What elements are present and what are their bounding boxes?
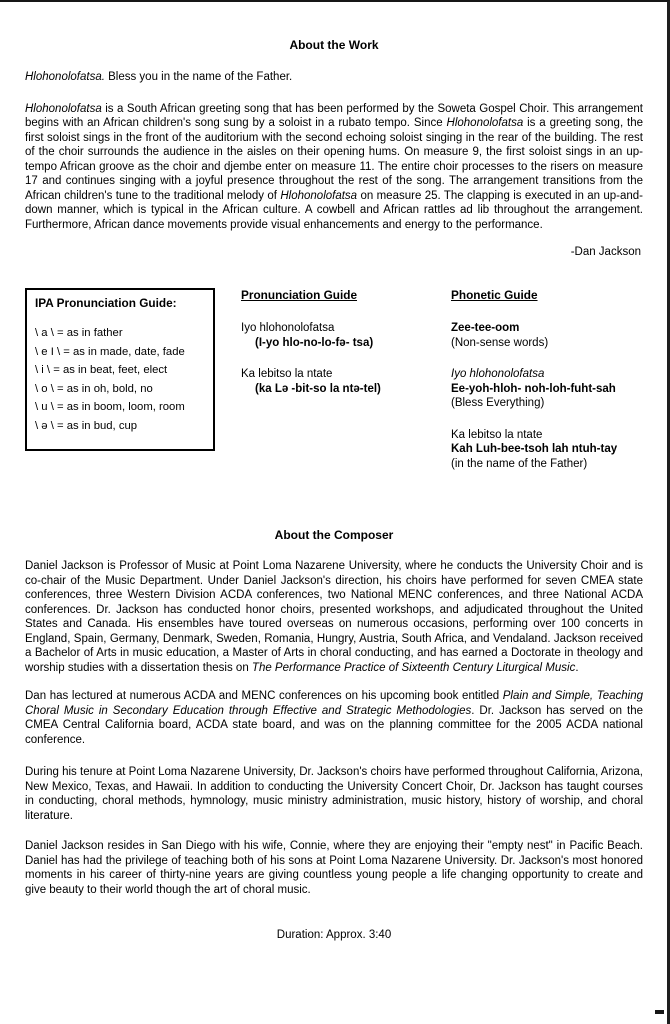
ipa-guide-line: \ i \ = as in beat, feet, elect	[35, 364, 168, 376]
pronunciation-entry	[241, 367, 427, 396]
phonetic-block	[451, 367, 643, 411]
about-work-intro: Hlohonolofatsa. Bless you in the name of the Father.	[25, 71, 293, 83]
ipa-guide-line: \ a \ = as in father	[35, 327, 123, 339]
composer-paragraph: During his tenure at Point Loma Nazarene University, Dr. Jackson's choirs have performed throughout California, Arizona, New Mexico, Texas, and Hawaii. In addition to conducting the University Concert Choir, Dr. Jackson has taught courses in conducting, choral methods, hymnology, music ministry administration, music history, history of worship, and choral literature.	[25, 766, 643, 822]
phonetic-note: (Non-sense words)	[451, 336, 549, 349]
phonetic-text: Ee-yoh-hloh- noh-loh-fuht-sah	[451, 382, 616, 395]
composer-paragraph: Daniel Jackson is Professor of Music at Point Loma Nazarene University, where he conducts the University Choir and is co-chair of the Music Department. Under Daniel Jackson's direction, his choirs have performed for seven CMEA state conferences, three Western Division ACDA conferences, two National MENC conferences, and three National ACDA conferences. Dr. Jackson has conducted honor choirs, presented workshops, and adjudicated throughout the United States and Canada. His ensembles have toured overseas on numerous occasions, performing over 100 concerts in England, Spain, Germany, Denmark, Sweden, Romania, Hungry, Austria, South Africa, and Vendaland. Jackson received a Bachelor of Arts in music education, a Master of Arts in choral conducting, and has earned a Doctorate in theology and worship studies with a dissertation thesis on The Performance Practice of Sixteenth Century Liturgical Music.	[25, 560, 643, 674]
phonetic-text: Zee-tee-oom	[451, 322, 520, 334]
pronunciation-guide-column	[241, 288, 427, 413]
pronunciation-guide-title: Pronunciation Guide	[241, 288, 358, 302]
ipa-guide-line: \ u \ = as in boom, loom, room	[35, 401, 185, 413]
composer-paragraph: Daniel Jackson resides in San Diego with his wife, Connie, where they are enjoying their "empty nest" in Pacific Beach. Daniel has had the privilege of teaching both of his sons at Point Loma Nazarene University. Dr. Jackson's most honored moments in his career of thirty-nine years are giving countless young people a life changing opportunity to create and give beauty to their world though the art of choral music.	[25, 840, 643, 896]
phrase-pronunciation: (ka Lə -bit-so la ntə-tel)	[255, 382, 381, 395]
about-work-title: About the Work	[289, 38, 379, 52]
phrase-text: Ka lebitso la ntate	[241, 368, 333, 380]
composer-paragraph: Dan has lectured at numerous ACDA and MENC conferences on his upcoming book entitled Plain and Simple, Teaching Choral Music in Secondary Education through Effective and Strategic Methodologies. Dr. Jackson has served on the CMEA Central California board, ACDA state board, and was on the planning committee for the 2005 ACDA national conference.	[25, 690, 643, 746]
phonetic-guide-title: Phonetic Guide	[451, 288, 538, 302]
phonetic-note: (in the name of the Father)	[451, 457, 588, 470]
about-composer-title: About the Composer	[274, 528, 394, 542]
ipa-guide-box	[25, 288, 215, 451]
ipa-guide-line: \ o \ = as in oh, bold, no	[35, 382, 153, 395]
phrase-text: Iyo hlohonolofatsa	[241, 322, 335, 334]
phonetic-block	[451, 428, 643, 472]
ipa-guide-line: \ e I \ = as in made, date, fade	[35, 345, 185, 358]
phonetic-block	[451, 321, 643, 350]
phonetic-guide-column	[451, 288, 643, 488]
phrase-text: Iyo hlohonolofatsa	[451, 368, 545, 380]
phonetic-text: Kah Luh-bee-tsoh lah ntuh-tay	[451, 443, 618, 455]
pronunciation-entry	[241, 321, 427, 350]
phonetic-note: (Bless Everything)	[451, 397, 545, 409]
duration-note: Duration: Approx. 3:40	[276, 929, 392, 941]
phrase-pronunciation: (I-yo hlo-no-lo-fə- tsa)	[255, 336, 374, 349]
ipa-guide-line: \ ə \ = as in bud, cup	[35, 419, 138, 432]
about-work-body: Hlohonolofatsa is a South African greeting song that has been performed by the Soweta Gospel Choir. This arrangement begins with an African children's song sung by a soloist in a rubato tempo. Since Hlohonolofatsa is a greeting song, the first soloist sings in the front of the auditorium with the second echoing soloist singing in the rear of the building. The rest of the choir surrounds the audience in the aisles on their opening hums. On measure 9, the first soloist sings in an up-tempo African groove as the choir and djembe enter on measure 11. The entire choir processes to the risers on measure 17 and continues singing with a joyful presence throughout the rest of the song. The arrangement transitions from the African children's tune to the traditional melody of Hlohonolofatsa on measure 25. The clapping is executed in an up-and-down manner, which is typical in the African culture. A cowbell and African rattles ad lib throughout the arrangement. Furthermore, African dance movements provide visual enhancements and energy to the performance.	[25, 102, 643, 231]
composer-signature: -Dan Jackson	[570, 246, 641, 258]
pronunciation-guides-section	[25, 288, 643, 488]
phrase-text: Ka lebitso la ntate	[451, 428, 543, 441]
ipa-guide-title: IPA Pronunciation Guide:	[35, 296, 177, 310]
